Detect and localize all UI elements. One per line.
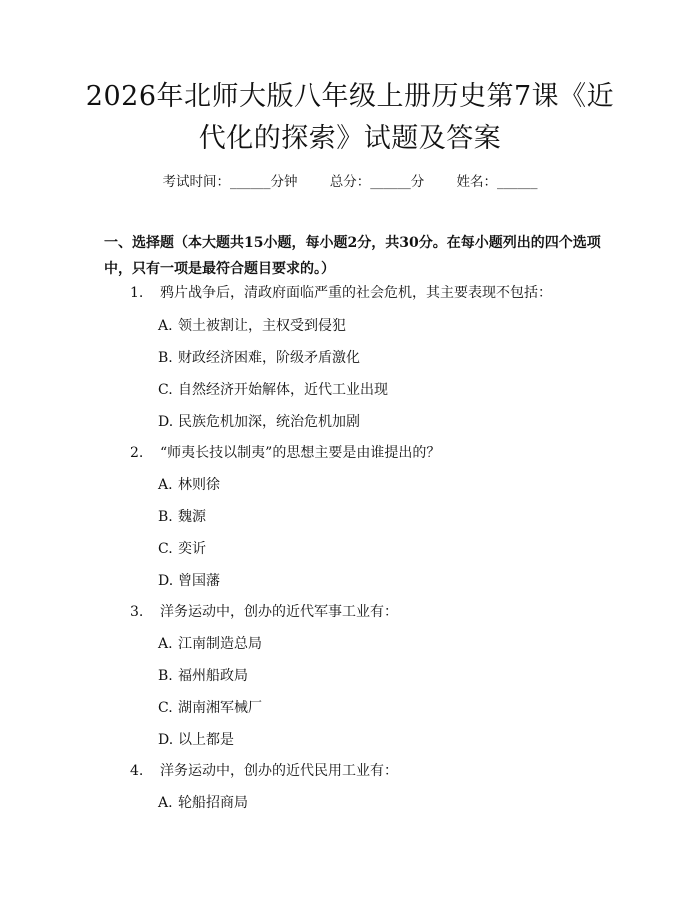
exam-meta — [0, 170, 700, 190]
question — [130, 282, 552, 302]
option-text: 奕䜣 — [178, 541, 206, 557]
question-text: “师夷长技以制夷”的思想主要是由谁提出的？ — [160, 445, 441, 461]
option-text: 江南制造总局 — [178, 636, 262, 652]
option — [158, 633, 262, 653]
option — [158, 474, 220, 494]
option-label: B. — [158, 668, 173, 684]
option-text: 魏源 — [178, 509, 206, 525]
exam-time: 考试时间：______分钟 — [162, 174, 298, 190]
option — [158, 792, 248, 812]
question-number: 4. — [130, 763, 144, 779]
option-text: 湖南湘军械厂 — [178, 700, 262, 716]
option-label: C. — [158, 700, 173, 716]
option-text: 轮船招商局 — [178, 795, 248, 811]
option — [158, 570, 220, 590]
option-text: 自然经济开始解体，近代工业出现 — [178, 382, 388, 398]
question-number: 1. — [130, 285, 144, 301]
option-text: 以上都是 — [178, 732, 234, 748]
option — [158, 538, 206, 558]
option-label: A. — [158, 318, 173, 334]
option — [158, 347, 360, 367]
option-label: A. — [158, 477, 173, 493]
option-text: 财政经济困难，阶级矛盾激化 — [178, 350, 360, 366]
option-label: D. — [158, 414, 174, 430]
option-label: C. — [158, 382, 173, 398]
option-label: B. — [158, 509, 173, 525]
option — [158, 315, 346, 335]
question-text: 洋务运动中，创办的近代军事工业有： — [160, 604, 398, 620]
title-line-2: 代化的探索》试题及答案 — [198, 123, 502, 154]
question-number: 3. — [130, 604, 144, 620]
option — [158, 729, 234, 749]
option-label: D. — [158, 573, 174, 589]
question — [130, 601, 398, 621]
option-text: 林则徐 — [178, 477, 220, 493]
option-text: 领土被割让，主权受到侵犯 — [178, 318, 346, 334]
title-line-1: 2026年北师大版八年级上册历史第7课《近 — [85, 81, 615, 112]
option — [158, 506, 206, 526]
option — [158, 665, 248, 685]
question-text: 鸦片战争后，清政府面临严重的社会危机，其主要表现不包括： — [160, 285, 552, 301]
page-title — [60, 76, 640, 160]
option-text: 福州船政局 — [178, 668, 248, 684]
option-label: A. — [158, 795, 173, 811]
option — [158, 697, 262, 717]
option-text: 民族危机加深，统治危机加剧 — [178, 414, 360, 430]
option — [158, 379, 388, 399]
student-name: 姓名：______ — [456, 174, 538, 190]
option-label: C. — [158, 541, 173, 557]
question — [130, 442, 440, 462]
option-label: A. — [158, 636, 173, 652]
option — [158, 411, 360, 431]
question-text: 洋务运动中，创办的近代民用工业有： — [160, 763, 398, 779]
question — [130, 760, 398, 780]
option-label: B. — [158, 350, 173, 366]
option-text: 曾国藩 — [178, 573, 220, 589]
question-number: 2. — [130, 445, 144, 461]
section-heading: 一、选择题（本大题共15小题，每小题2分，共30分。在每小题列出的四个选项中，只有一项是最符合题目要求的。） — [104, 235, 601, 277]
total-score: 总分：______分 — [329, 174, 425, 190]
option-label: D. — [158, 732, 174, 748]
